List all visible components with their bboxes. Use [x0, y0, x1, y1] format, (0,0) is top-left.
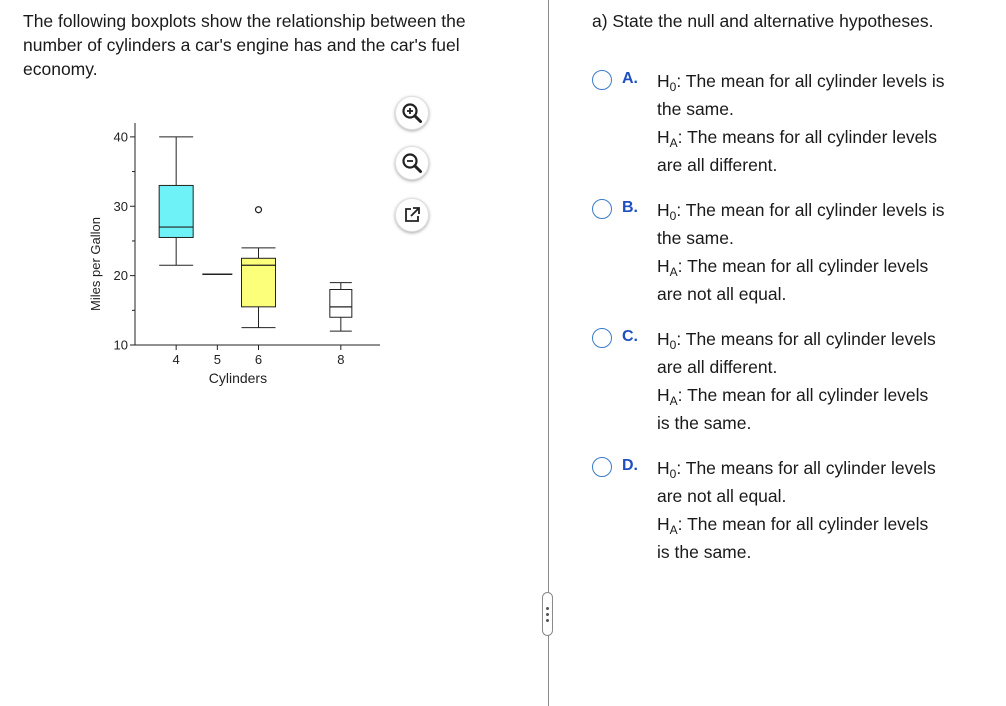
null-hypothesis-line: $H_0$: The means for all cylinder levels [657, 329, 936, 352]
boxplot-cyl-8 [330, 283, 352, 332]
alt-hypothesis-line: is the same. [657, 542, 752, 562]
problem-intro: The following boxplots show the relationship between the number of cylinders a car's engine has and the car's fuel economy. [23, 11, 466, 79]
y-tick-label: 20 [113, 268, 128, 284]
alt-hypothesis-line: are all different. [657, 155, 778, 175]
option-text [657, 196, 992, 308]
boxplot-cyl-4 [159, 137, 193, 265]
alt-hypothesis-symbol: $H_A$ [657, 385, 678, 408]
x-tick-label: 5 [213, 352, 221, 367]
y-tick-label: 10 [113, 337, 128, 353]
option-letter: D. [622, 457, 638, 474]
x-axis-label: Cylinders [208, 370, 268, 386]
option-text [657, 325, 992, 437]
radio-button[interactable] [592, 70, 612, 90]
alt-hypothesis-line: $H_A$: The mean for all cylinder levels [657, 514, 929, 537]
outlier-point [256, 207, 262, 213]
null-hypothesis-line: are all different. [657, 357, 778, 377]
open-external-button[interactable] [395, 198, 429, 232]
iqr-box [330, 290, 352, 318]
null-hypothesis-line: are not all equal. [657, 486, 787, 506]
option-a[interactable] [592, 67, 992, 187]
x-tick-label: 6 [254, 352, 263, 367]
alt-hypothesis-symbol: $H_A$ [657, 256, 678, 279]
zoom-in-icon [401, 102, 423, 124]
y-axis-label: Miles per Gallon [88, 217, 103, 311]
option-letter: A. [622, 70, 638, 87]
null-hypothesis-line: the same. [657, 99, 734, 119]
null-hypothesis-line: the same. [657, 228, 734, 248]
y-tick-label: 40 [113, 129, 128, 145]
radio-button[interactable] [592, 457, 612, 477]
option-letter: B. [622, 199, 638, 216]
option-text [657, 454, 992, 566]
option-text [657, 67, 992, 179]
null-hypothesis-line: $H_0$: The means for all cylinder levels [657, 458, 936, 481]
question-prompt: a) State the null and alternative hypotheses. [592, 11, 934, 31]
alt-hypothesis-line: $H_A$: The means for all cylinder levels [657, 127, 938, 150]
alt-hypothesis-symbol: $H_A$ [657, 514, 678, 537]
zoom-out-button[interactable] [395, 146, 429, 180]
zoom-out-icon [401, 152, 423, 174]
null-hypothesis-line: $H_0$: The mean for all cylinder levels is [657, 71, 945, 94]
alt-hypothesis-line: $H_A$: The mean for all cylinder levels [657, 256, 929, 279]
radio-button[interactable] [592, 199, 612, 219]
null-hypothesis-symbol: $H_0$ [657, 329, 677, 352]
open-external-icon [402, 205, 422, 225]
alt-hypothesis-line: is the same. [657, 413, 752, 433]
x-tick-label: 4 [172, 352, 180, 367]
null-hypothesis-symbol: $H_0$ [657, 458, 677, 481]
boxplot-chart [80, 100, 380, 400]
option-c[interactable] [592, 325, 992, 445]
alt-hypothesis-line: are not all equal. [657, 284, 787, 304]
radio-button[interactable] [592, 328, 612, 348]
pane-resize-handle[interactable] [542, 592, 553, 636]
y-tick-label: 30 [113, 198, 128, 214]
null-hypothesis-line: $H_0$: The mean for all cylinder levels is [657, 200, 945, 223]
iqr-box [159, 185, 193, 237]
option-b[interactable] [592, 196, 992, 316]
boxplot-cyl-6 [242, 207, 276, 328]
option-d[interactable] [592, 454, 992, 574]
zoom-in-button[interactable] [395, 96, 429, 130]
alt-hypothesis-symbol: $H_A$ [657, 127, 678, 150]
x-tick-label: 8 [337, 352, 345, 367]
null-hypothesis-symbol: $H_0$ [657, 200, 677, 223]
alt-hypothesis-line: $H_A$: The mean for all cylinder levels [657, 385, 929, 408]
null-hypothesis-symbol: $H_0$ [657, 71, 677, 94]
option-letter: C. [622, 328, 638, 345]
